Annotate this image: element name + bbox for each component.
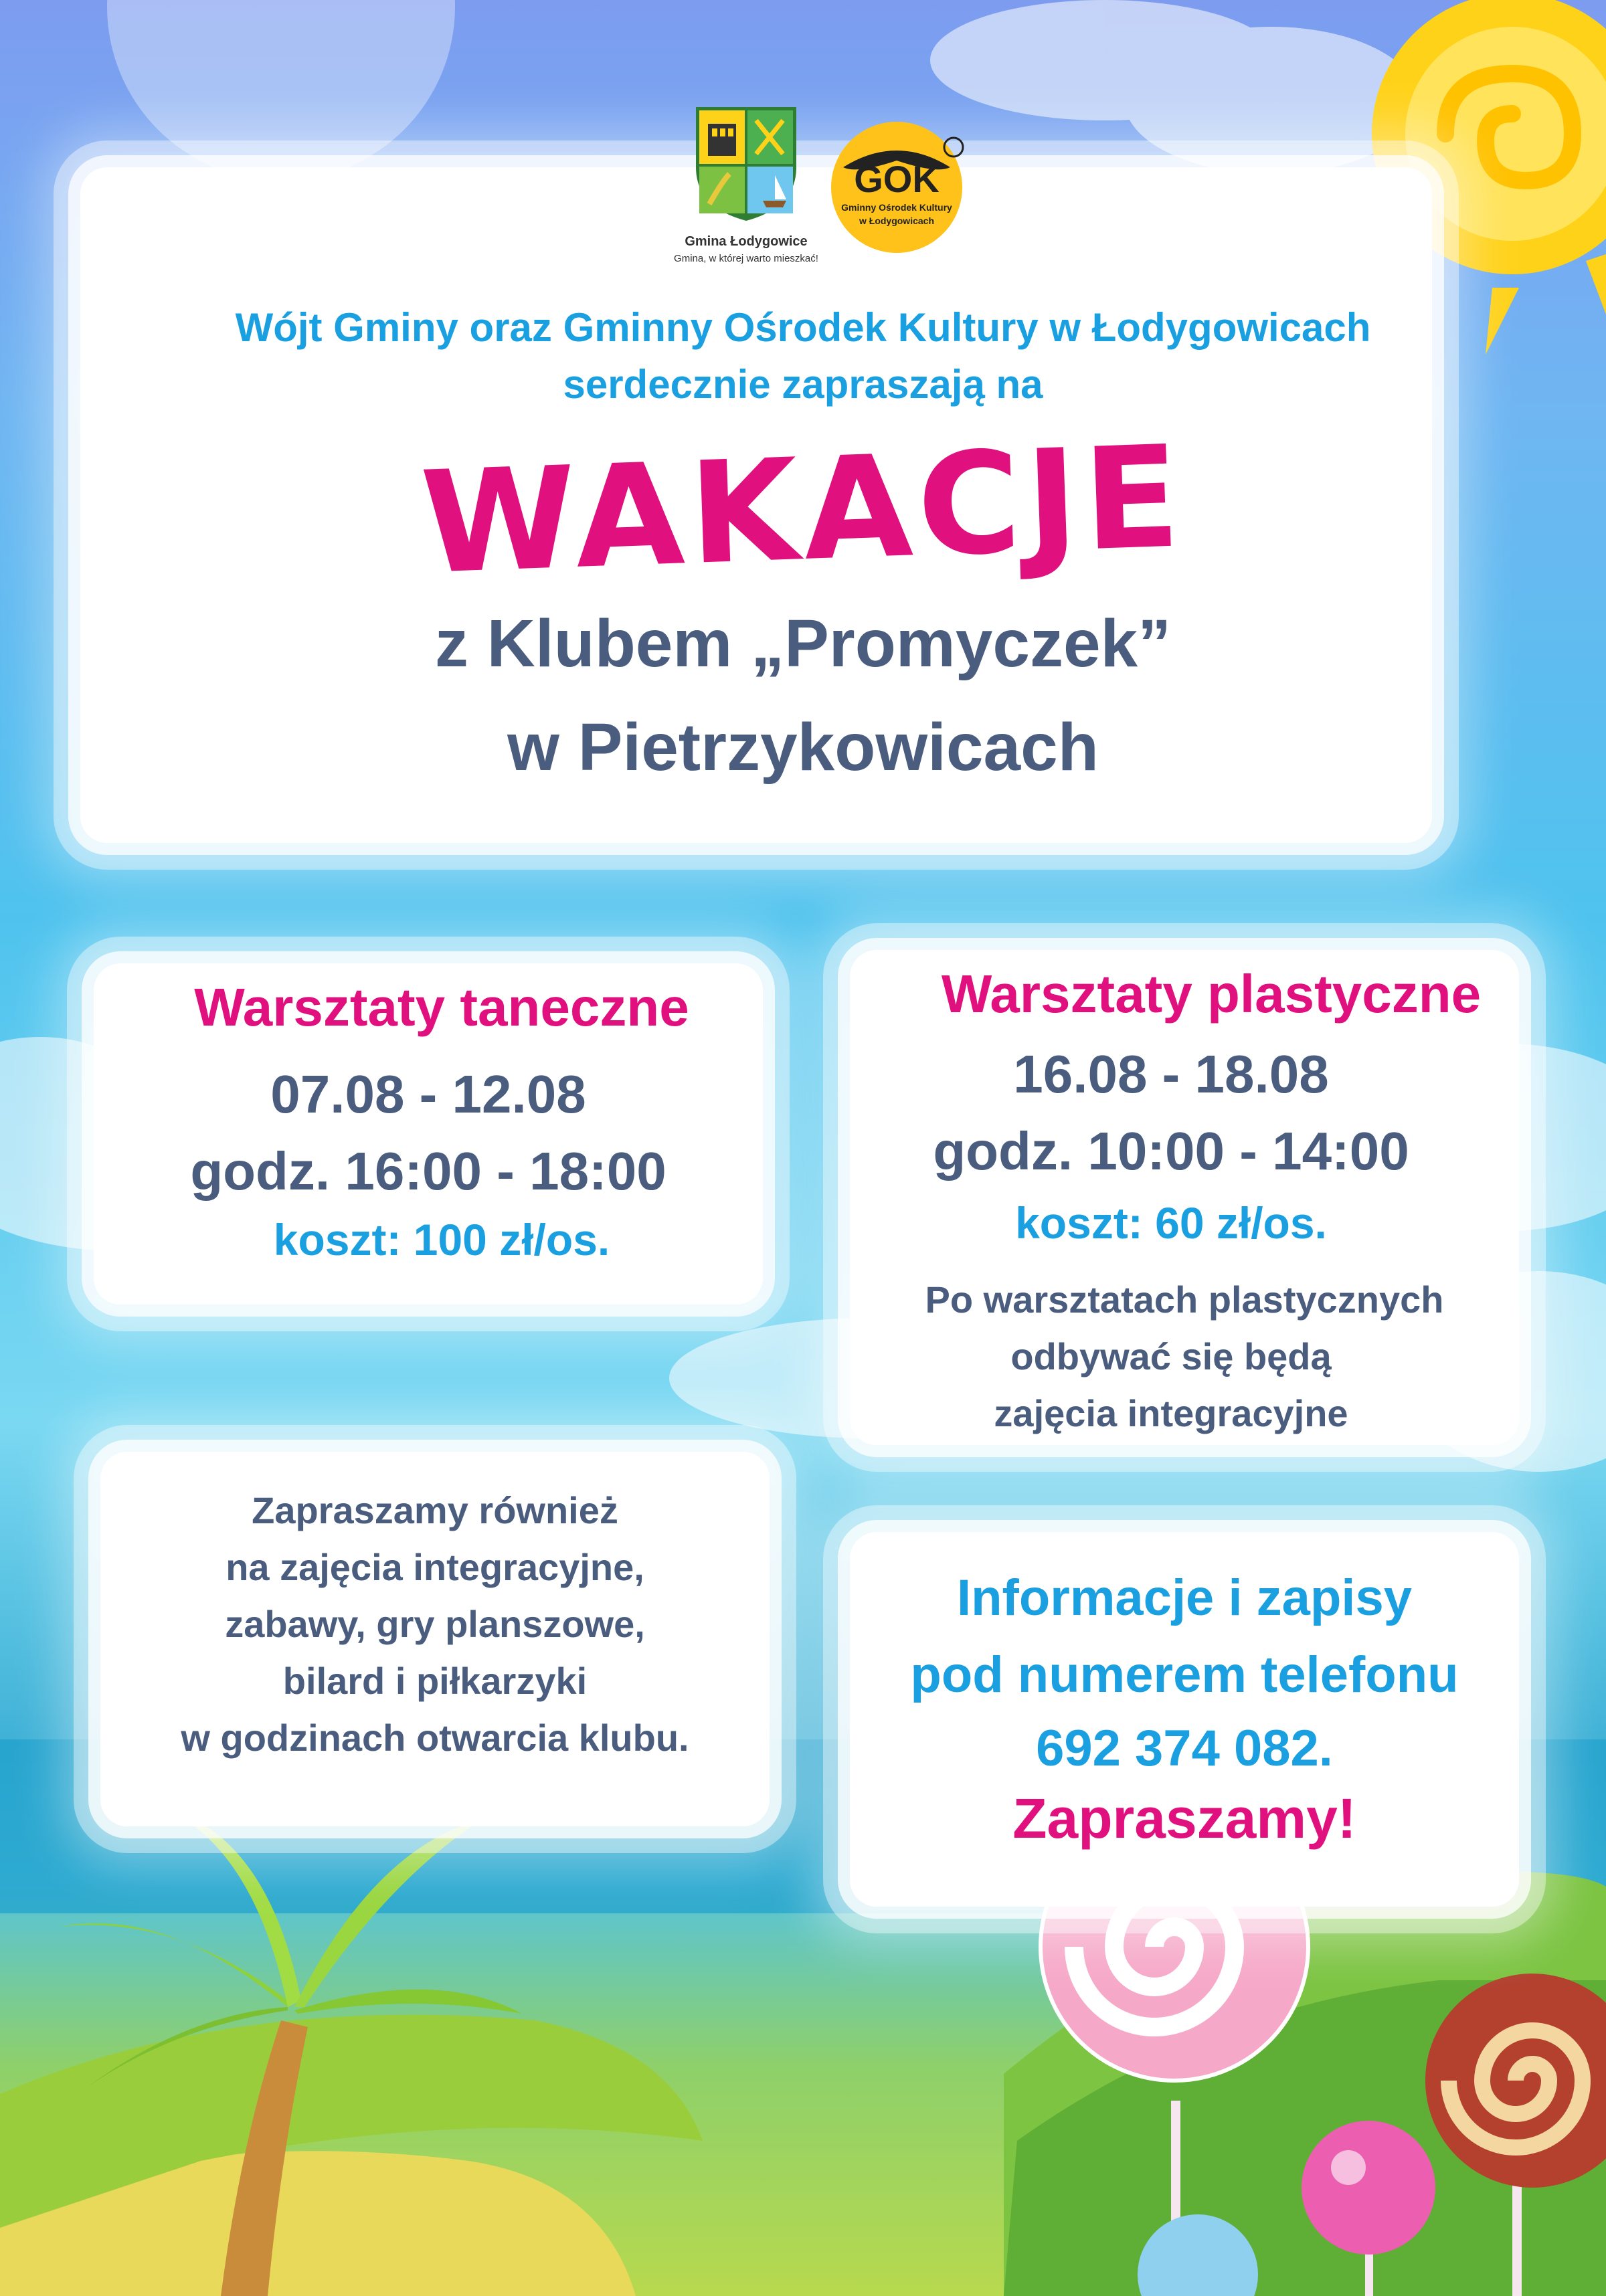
contact-line-1: Informacje i zapisy [956, 1569, 1413, 1626]
dance-dates: 07.08 - 12.08 [270, 1064, 586, 1124]
gmina-name: Gmina Łodygowice [685, 234, 808, 249]
contact-closing: Zapraszamy! [1012, 1787, 1356, 1850]
gok-name-line1: Gminny Ośrodek Kultury [841, 202, 952, 213]
invite-line-4: bilard i piłkarzyki [282, 1660, 588, 1702]
contact-line-2: pod numerem telefonu [910, 1646, 1459, 1703]
invite-line-5: w godzinach otwarcia klubu. [181, 1717, 689, 1759]
art-note-line-3: zajęcia integracyjne [994, 1392, 1348, 1434]
gmina-motto: Gmina, w której warto mieszkać! [674, 253, 818, 264]
art-note-line-1: Po warsztatach plastycznych [925, 1278, 1444, 1321]
contact-section [850, 0, 1519, 2296]
intro-line-1: Wójt Gminy oraz Gminny Ośrodek Kultury w Łodygowicach [235, 305, 1371, 350]
gok-letters: GOK [854, 158, 940, 200]
art-heading: Warsztaty plastyczne [941, 964, 1482, 1024]
contact-phone: 692 374 082. [1036, 1720, 1333, 1777]
dance-cost: koszt: 100 zł/os. [273, 1215, 610, 1264]
invite-line-3: zabawy, gry planszowe, [225, 1603, 645, 1645]
subtitle-line-1: z Klubem „Promyczek” [434, 606, 1172, 681]
subtitle-line-2: w Pietrzykowicach [507, 710, 1099, 785]
invite-section [100, 0, 770, 2296]
art-hours: godz. 10:00 - 14:00 [933, 1121, 1409, 1181]
invite-line-2: na zajęcia integracyjne, [226, 1546, 644, 1588]
page-title: WAKACJE [418, 415, 1188, 605]
dance-heading: Warsztaty taneczne [194, 977, 689, 1037]
art-cost: koszt: 60 zł/os. [1015, 1198, 1327, 1248]
gok-name-line2: w Łodygowicach [859, 215, 934, 226]
dance-hours: godz. 16:00 - 18:00 [190, 1141, 666, 1201]
art-dates: 16.08 - 18.08 [1013, 1044, 1329, 1104]
art-note-line-2: odbywać się będą [1010, 1335, 1332, 1377]
invite-line-1: Zapraszamy również [252, 1489, 618, 1531]
intro-line-2: serdecznie zapraszają na [563, 362, 1043, 407]
